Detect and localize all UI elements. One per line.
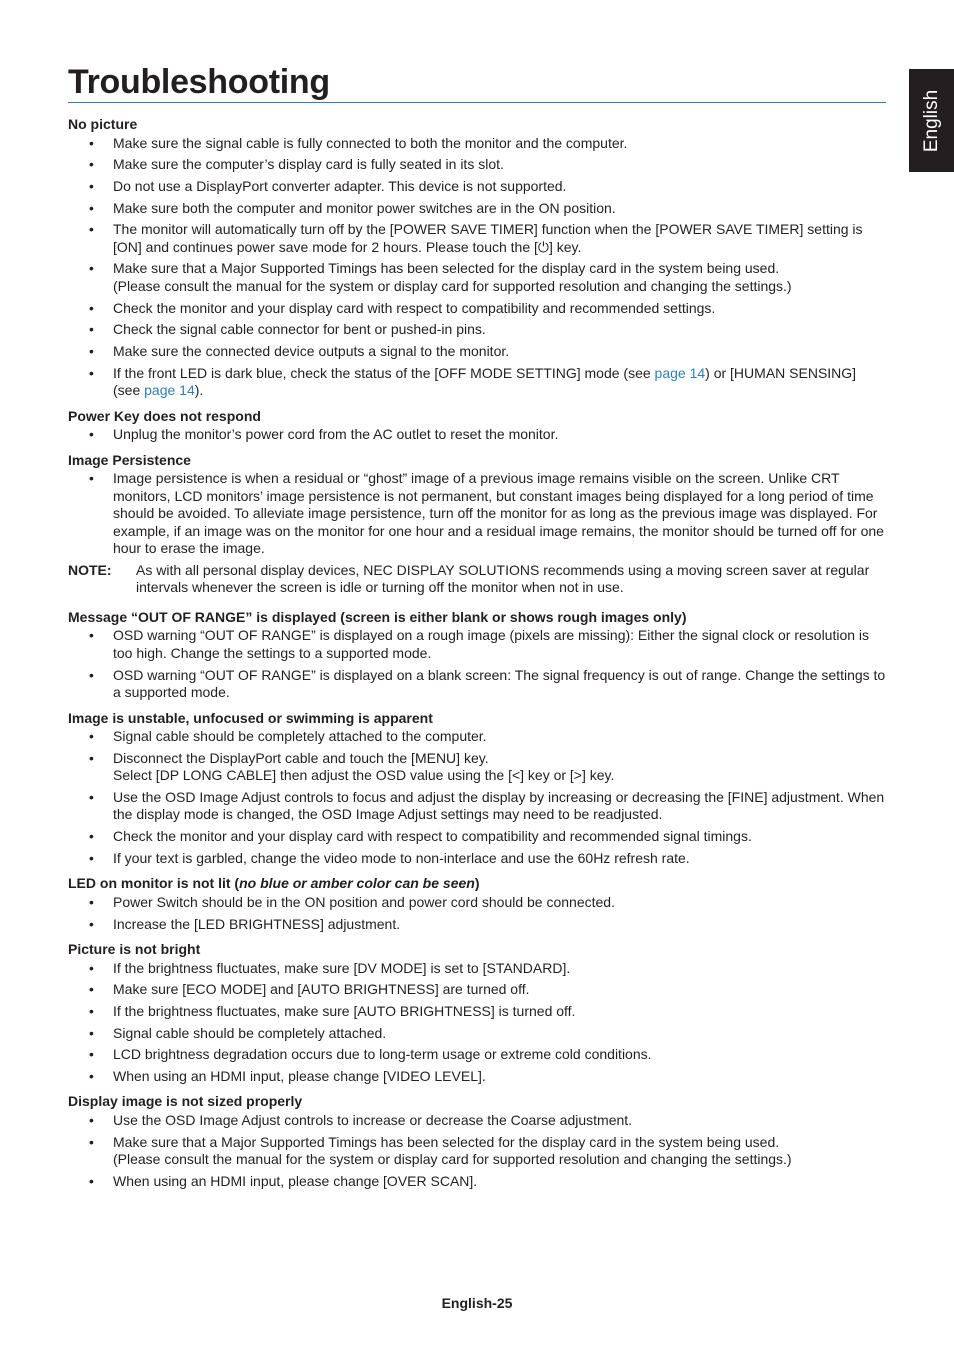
list-item-text: Make sure that a Major Supported Timings has been selected for the display card in the system being used. <box>113 260 780 277</box>
list-item-text: Increase the [LED BRIGHTNESS] adjustment. <box>113 915 401 932</box>
list-item: • Disconnect the DisplayPort cable and touch the [MENU] key. Select [DP LONG CABLE] then adjust the OSD value using the [<] key or [>] key. <box>68 750 886 785</box>
list-item: • Unplug the monitor’s power cord from the AC outlet to reset the monitor. <box>89 426 559 443</box>
section-picture-not-bright <box>68 941 886 1085</box>
list-item-text: Make sure [ECO MODE] and [AUTO BRIGHTNESS] are turned off. <box>113 981 530 998</box>
list-item-text: Check the monitor and your display card with respect to compatibility and recommended signal timings. <box>113 828 752 845</box>
list-item: • If the brightness fluctuates, make sure [AUTO BRIGHTNESS] is turned off. <box>89 1002 576 1019</box>
page-link[interactable]: page 14 <box>144 382 195 399</box>
troubleshooting-content <box>68 116 886 1198</box>
bullet-list <box>68 1112 886 1190</box>
list-item: • If the brightness fluctuates, make sure [DV MODE] is set to [STANDARD]. <box>89 959 571 976</box>
list-item: • Use the OSD Image Adjust controls to focus and adjust the display by increasing or decreasing the [FINE] adjustment. When the display mode is changed, the OSD Image Adjust settings may need to be readjusted. <box>89 788 885 823</box>
bullet-list <box>68 627 886 701</box>
list-item-text: If the brightness fluctuates, make sure [AUTO BRIGHTNESS] is turned off. <box>113 1002 576 1019</box>
list-item-text: OSD warning “OUT OF RANGE” is displayed on a blank screen: The signal frequency is out of range. Change the settings to a supported mode. <box>113 666 886 701</box>
list-item-text: ). <box>194 382 204 399</box>
list-item-text: ) or [HUMAN SENSING] (see <box>113 364 857 399</box>
list-item-text: When using an HDMI input, please change [OVER SCAN]. <box>113 1172 478 1189</box>
list-item: • Do not use a DisplayPort converter adapter. This device is not supported. <box>89 177 567 194</box>
list-item: • Check the monitor and your display card with respect to compatibility and recommended signal timings. <box>89 828 752 845</box>
note-label: NOTE: <box>68 561 112 578</box>
list-item-text: LCD brightness degradation occurs due to long-term usage or extreme cold conditions. <box>113 1046 652 1063</box>
note-text: As with all personal display devices, NEC DISPLAY SOLUTIONS recommends using a moving screen saver at regular intervals whenever the screen is idle or turning off the monitor when not in use. <box>136 561 870 596</box>
section-heading: Picture is not bright <box>68 941 201 957</box>
title-divider <box>68 102 886 103</box>
list-item: • Power Switch should be in the ON position and power cord should be connected. <box>89 893 615 910</box>
section-no-picture <box>68 116 886 400</box>
list-item: • When using an HDMI input, please change [VIDEO LEVEL]. <box>89 1067 486 1084</box>
bullet-list <box>68 470 886 558</box>
section-led-not-lit <box>68 875 886 933</box>
bullet-list <box>68 960 886 1086</box>
list-item-text: Make sure both the computer and monitor power switches are in the ON position. <box>113 199 616 216</box>
page-title: Troubleshooting <box>68 63 330 101</box>
section-heading: Power Key does not respond <box>68 407 261 424</box>
list-item: • Make sure the signal cable is fully connected to both the monitor and the computer. <box>89 134 628 151</box>
section-image-persistence <box>68 452 886 597</box>
list-item: • Make sure that a Major Supported Timings has been selected for the display card in the system being used. (Please consult the manual for the system or display card for supported resolution and changing the settings.) <box>68 1134 886 1169</box>
list-item: • Signal cable should be completely attached. <box>89 1024 387 1041</box>
bullet-list <box>68 426 886 444</box>
section-not-sized <box>68 1093 886 1190</box>
list-item-text: Make sure the signal cable is fully connected to both the monitor and the computer. <box>113 134 628 151</box>
list-item-text: If your text is garbled, change the video mode to non-interlace and use the 60Hz refresh rate. <box>113 849 690 866</box>
bullet-list <box>68 728 886 867</box>
heading-text: LED on monitor is not lit ( <box>68 875 240 892</box>
list-item: • Make sure the connected device outputs a signal to the monitor. <box>89 343 510 359</box>
list-item: • If the front LED is dark blue, check the status of the [OFF MODE SETTING] mode (see page 14) or [HUMAN SENSING] (see page 14). <box>89 364 857 399</box>
list-item-text: Disconnect the DisplayPort cable and touch the [MENU] key. <box>113 749 489 766</box>
note <box>68 562 886 597</box>
list-item-text: Do not use a DisplayPort converter adapter. This device is not supported. <box>113 177 567 194</box>
list-item: • OSD warning “OUT OF RANGE” is displayed on a blank screen: The signal frequency is out of range. Change the settings to a supported mode. <box>89 666 886 701</box>
section-image-unstable <box>68 710 886 868</box>
section-heading: Message “OUT OF RANGE” is displayed (screen is either blank or shows rough images only) <box>68 608 687 625</box>
list-item: • Make sure that a Major Supported Timings has been selected for the display card in the system being used. (Please consult the manual for the system or display card for supported resolution and changing the settings.) <box>68 260 886 295</box>
list-item-text: Unplug the monitor’s power cord from the AC outlet to reset the monitor. <box>113 426 559 443</box>
list-item-text: (Please consult the manual for the system or display card for supported resolution and changing the settings.) <box>113 277 792 294</box>
heading-text: ) <box>474 875 480 892</box>
section-heading <box>68 875 886 893</box>
list-item: • Increase the [LED BRIGHTNESS] adjustment. <box>89 915 401 932</box>
list-item: • Check the signal cable connector for bent or pushed-in pins. <box>89 321 486 338</box>
list-item-text: Image persistence is when a residual or “ghost” image of a previous image remains visible on the screen. Unlike CRT monitors, LCD monitors’ image persistence is not permanent, but constant images being displayed for a long period of time should be avoided. To alleviate image persistence, turn off the monitor for as long as the previous image was displayed. For example, if an image was on the monitor for one hour and a residual image remains, the monitor should be turned off for one hour to erase the image. <box>113 470 884 557</box>
page-link[interactable]: page 14 <box>654 364 706 381</box>
list-item-text: Use the OSD Image Adjust controls to increase or decrease the Coarse adjustment. <box>113 1111 633 1128</box>
list-item: • Make sure [ECO MODE] and [AUTO BRIGHTNESS] are turned off. <box>89 981 530 998</box>
section-heading: No picture <box>68 116 138 132</box>
list-item: • Signal cable should be completely attached to the computer. <box>89 728 487 745</box>
list-item: • The monitor will automatically turn off by the [POWER SAVE TIMER] function when the [POWER SAVE TIMER] setting is [ON] and continues power save mode for 2 hours. Please touch the [⏻] key. <box>89 221 863 255</box>
page-number: English-25 <box>441 1295 513 1311</box>
section-heading: Image Persistence <box>68 451 191 468</box>
list-item-text: When using an HDMI input, please change [VIDEO LEVEL]. <box>113 1067 486 1084</box>
list-item: • When using an HDMI input, please change [OVER SCAN]. <box>89 1172 478 1189</box>
list-item-text: Make sure the computer’s display card is fully seated in its slot. <box>113 156 504 173</box>
list-item-text: Power Switch should be in the ON position and power cord should be connected. <box>113 893 615 910</box>
list-item: • LCD brightness degradation occurs due to long-term usage or extreme cold conditions. <box>89 1046 652 1063</box>
list-item-text: Check the monitor and your display card with respect to compatibility and recommended settings. <box>113 299 716 316</box>
section-out-of-range <box>68 609 886 702</box>
list-item: • Use the OSD Image Adjust controls to increase or decrease the Coarse adjustment. <box>89 1111 633 1128</box>
list-item-text: OSD warning “OUT OF RANGE” is displayed on a rough image (pixels are missing): Either the signal clock or resolution is too high. Change the settings to a supported mode. <box>113 627 870 661</box>
section-heading: Image is unstable, unfocused or swimming is apparent <box>68 709 433 726</box>
list-item-text: The monitor will automatically turn off by the [POWER SAVE TIMER] function when the [POWER SAVE TIMER] setting is [ON] and continues power save mode for 2 hours. Please touch the [⏻] key. <box>113 221 863 255</box>
list-item: • OSD warning “OUT OF RANGE” is displayed on a rough image (pixels are missing): Either the signal clock or resolution is too high. Change the settings to a supported mode. <box>89 627 870 661</box>
bullet-list <box>68 135 886 400</box>
list-item-text: Make sure the connected device outputs a signal to the monitor. <box>113 343 510 359</box>
list-item-text: Signal cable should be completely attached to the computer. <box>113 728 487 745</box>
heading-text-italic: no blue or amber color can be seen <box>239 875 475 892</box>
list-item-text: Check the signal cable connector for bent or pushed-in pins. <box>113 321 486 338</box>
section-power-key <box>68 408 886 444</box>
list-item: • Check the monitor and your display card with respect to compatibility and recommended settings. <box>89 299 716 316</box>
section-heading: Display image is not sized properly <box>68 1093 303 1110</box>
list-item: • If your text is garbled, change the video mode to non-interlace and use the 60Hz refresh rate. <box>89 849 690 866</box>
list-item: • Image persistence is when a residual or “ghost” image of a previous image remains visible on the screen. Unlike CRT monitors, LCD monitors’ image persistence is not permanent, but constant images being displayed for a long period of time should be avoided. To alleviate image persistence, turn off the monitor for as long as the previous image was displayed. For example, if an image was on the monitor for one hour and a residual image remains, the monitor should be turned off for one hour to erase the image. <box>89 470 884 557</box>
list-item-text: Signal cable should be completely attached. <box>113 1024 387 1041</box>
list-item-text: If the front LED is dark blue, check the status of the [OFF MODE SETTING] mode (see <box>113 364 655 381</box>
list-item-text: Make sure that a Major Supported Timings has been selected for the display card in the system being used. <box>113 1133 780 1150</box>
list-item-text: If the brightness fluctuates, make sure [DV MODE] is set to [STANDARD]. <box>113 959 571 976</box>
list-item-text: Select [DP LONG CABLE] then adjust the OSD value using the [<] key or [>] key. <box>113 767 615 784</box>
list-item-text: Use the OSD Image Adjust controls to focus and adjust the display by increasing or decreasing the [FINE] adjustment. When the display mode is changed, the OSD Image Adjust settings may need to be readjusted. <box>113 788 885 823</box>
list-item-text: (Please consult the manual for the system or display card for supported resolution and changing the settings.) <box>113 1151 792 1168</box>
list-item: • Make sure the computer’s display card is fully seated in its slot. <box>89 156 504 173</box>
language-tab <box>909 69 954 172</box>
language-tab-label: English <box>920 89 942 152</box>
list-item: • Make sure both the computer and monitor power switches are in the ON position. <box>89 199 616 216</box>
bullet-list <box>68 894 886 933</box>
